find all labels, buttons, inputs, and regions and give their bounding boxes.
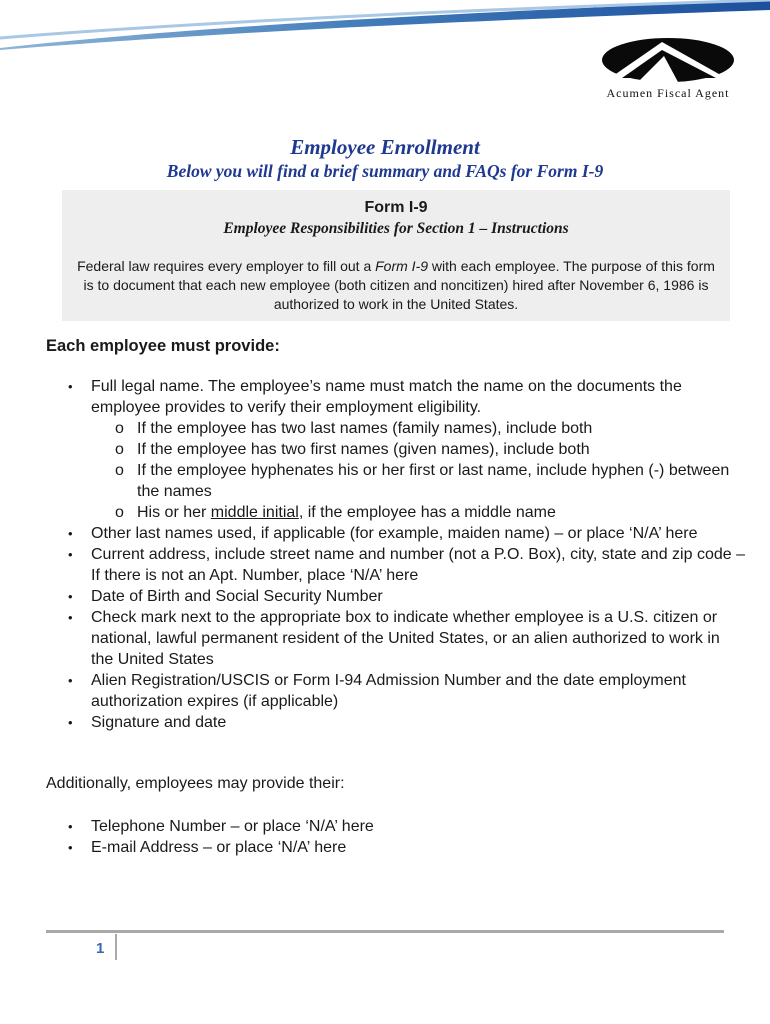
box-subheading: Employee Responsibilities for Section 1 – Instructions — [223, 220, 569, 237]
list-item — [46, 523, 746, 544]
page-number: 1 — [96, 940, 105, 957]
list-item — [46, 586, 746, 607]
box-body-before: Federal law requires every employer to fill out a — [77, 258, 376, 274]
company-logo — [598, 38, 738, 104]
list-item-text: Current address, include street name and number (not a P.O. Box), city, state and zip code – If there is not an Apt. Number, place ‘N/A’ here — [91, 546, 745, 584]
box-heading: Form I-9 — [364, 199, 428, 216]
list-item-text: Check mark next to the appropriate box to indicate whether employee is a U.S. citizen or national, lawful permanent resident of the United States, or an alien authorized to work in the United States — [91, 609, 720, 668]
sub-bullet: o — [115, 420, 124, 437]
sublist-item-text-after: , if the employee has a middle name — [298, 504, 556, 521]
bullet: • — [68, 610, 73, 625]
section-heading: Each employee must provide: — [46, 337, 280, 355]
middle-initial-link[interactable]: middle initial — [210, 504, 299, 521]
list-item — [46, 816, 746, 837]
sub-bullet: o — [115, 462, 124, 479]
footer-divider — [46, 930, 724, 933]
required-items-list — [46, 376, 746, 733]
list-item — [46, 670, 746, 712]
sub-bullet: o — [115, 504, 124, 521]
list-item-text: Other last names used, if applicable (for example, maiden name) – or place ‘N/A’ here — [91, 525, 698, 542]
sublist-item-text-before: His or her — [137, 504, 211, 521]
optional-items-list — [46, 816, 746, 858]
box-body-form-name: Form I-9 — [375, 258, 429, 274]
box-body — [76, 257, 716, 314]
bullet: • — [68, 589, 73, 604]
bullet: • — [68, 673, 73, 688]
list-item — [46, 712, 746, 733]
sublist-item-text: If the employee has two last names (family names), include both — [137, 420, 593, 437]
bullet: • — [68, 715, 73, 730]
box-body-after: with each employee. The purpose of this form is to document that each new employee (both citizen and noncitizen) hired after November 6, 1986 is authorized to work in the United States. — [83, 258, 715, 312]
page-subtitle: Below you will find a brief summary and FAQs for Form I-9 — [166, 161, 604, 181]
sublist-item-text: If the employee hyphenates his or her first or last name, include hyphen (-) between the names — [137, 462, 730, 500]
sublist-item — [91, 418, 746, 439]
bullet: • — [68, 379, 73, 394]
list-item — [46, 544, 746, 586]
list-item-text: Signature and date — [91, 714, 227, 731]
logo-text: Acumen Fiscal Agent — [606, 86, 730, 100]
list-item-text: Full legal name. The employee’s name must match the name on the documents the employee provides to verify their employment eligibility. — [91, 378, 682, 416]
sublist-item — [91, 439, 746, 460]
footer-separator — [115, 934, 117, 960]
list-item-text: Date of Birth and Social Security Number — [91, 588, 383, 605]
list-item-text: E-mail Address – or place ‘N/A’ here — [91, 839, 347, 856]
sublist-item — [91, 460, 746, 502]
page-title: Employee Enrollment — [290, 135, 480, 159]
sublist-item — [91, 502, 746, 523]
bullet: • — [68, 526, 73, 541]
bullet: • — [68, 547, 73, 562]
bullet: • — [68, 819, 73, 834]
list-item-text: Alien Registration/USCIS or Form I-94 Admission Number and the date employment authorization expires (if applicable) — [91, 672, 686, 710]
name-sublist — [91, 418, 746, 523]
form-i9-summary-box — [62, 190, 730, 321]
sublist-item-text: If the employee has two first names (given names), include both — [137, 441, 590, 458]
list-item — [46, 376, 746, 523]
acumen-logo-icon — [598, 38, 738, 88]
sub-bullet: o — [115, 441, 124, 458]
list-item — [46, 837, 746, 858]
list-item — [46, 607, 746, 670]
additional-text: Additionally, employees may provide their: — [46, 775, 345, 792]
list-item-text: Telephone Number – or place ‘N/A’ here — [91, 818, 374, 835]
bullet: • — [68, 840, 73, 855]
